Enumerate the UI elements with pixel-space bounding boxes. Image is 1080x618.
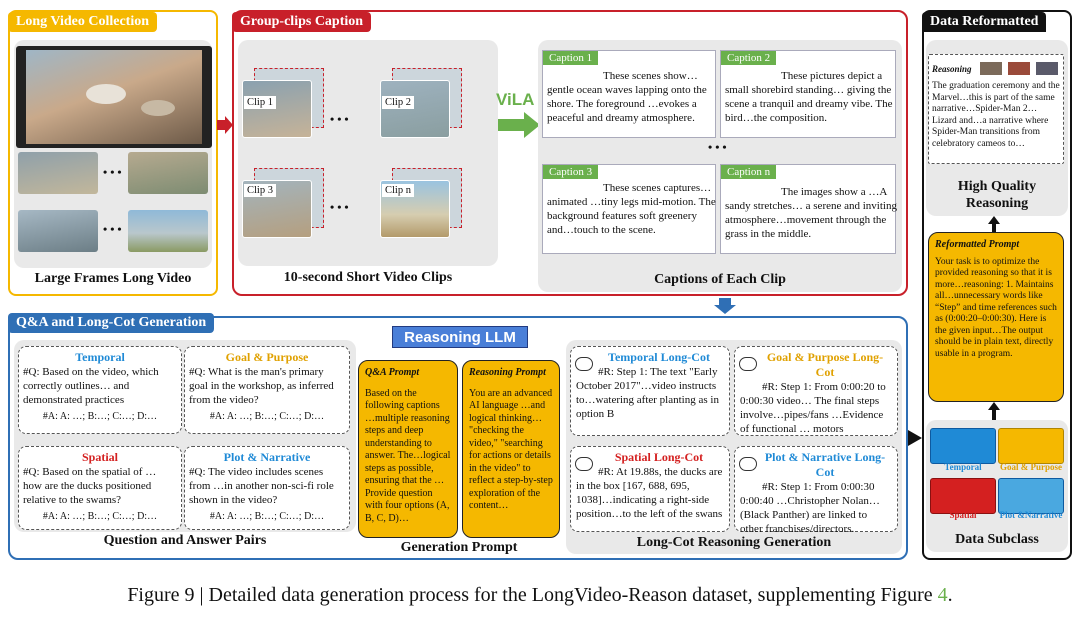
long-video-title: Long Video Collection	[8, 12, 157, 32]
qa-card-plot	[184, 446, 350, 530]
subclass-caption: Data Subclass	[955, 532, 1039, 547]
group-clips-title: Group-clips Caption	[232, 12, 371, 32]
subclass-label: Spatial	[949, 510, 977, 520]
arrow-up-icon	[988, 216, 1000, 232]
qa-answer: #A: A: …; B:…; C:…; D:…	[42, 411, 158, 422]
caption-text: These pictures depict a small shorebird standing… giving the scene a tranquil and dreamy vibe. The bird…the composition.	[725, 70, 893, 124]
figure-caption	[0, 584, 1080, 607]
qa-answer: #A: A: …; B:…; C:…; D:…	[42, 511, 158, 522]
qa-prompt-heading: Q&A Prompt	[365, 367, 420, 378]
arrow-down-icon	[714, 298, 736, 314]
reasoning-prompt-heading: Reasoning Prompt	[469, 367, 546, 378]
reasoning-prompt-text: You are an advanced AI language …and logical thinking… "checking the video," "searching for actions or details in the video" to reflect a step-by-step exploration of the content…	[469, 387, 553, 511]
clip-label: Clip 3	[244, 184, 276, 197]
cot-card-heading: Plot & Narrative Long-Cot	[764, 450, 886, 479]
qa-pairs-caption: Question and Answer Pairs	[103, 533, 267, 548]
reasoning-tag: Reasoning	[932, 64, 972, 74]
clip-label: Clip 1	[244, 96, 276, 109]
caption-text: These scenes show… gentle ocean waves lapping onto the shore. The foreground …evokes a peaceful and dreamy atmosphere.	[547, 70, 707, 124]
clip-thumb	[242, 80, 312, 138]
qa-card-heading: Spatial	[81, 450, 118, 464]
cot-text: #R: Step 1: The text "Early October 2017"…video instructs to…watering after planting as in option B	[576, 366, 719, 420]
caption-tag: Caption n	[721, 165, 776, 179]
chat-bubble-icon	[575, 357, 593, 371]
shorebird-icon	[86, 84, 126, 104]
subclass-temporal-icon	[930, 428, 996, 464]
reformatted-prompt-text: Your task is to optimize the provided reasoning so that it is more…reasoning: 1. Maintains all…unnecessary words like “Step” and time references such as (0:00:20–0:00:30). Here is the given input…The output should be in plain text, directly usable in a program.	[935, 256, 1057, 359]
reformat-title: Data Reformatted	[922, 12, 1046, 32]
captions-caption: Captions of Each Clip	[654, 272, 786, 287]
video-frame-thumb	[128, 152, 208, 194]
clip-label: Clip 2	[382, 96, 414, 109]
cot-card-heading: Spatial Long-Cot	[614, 450, 704, 464]
qa-title: Q&A and Long-Cot Generation	[8, 313, 214, 333]
cot-text: #R: Step 1: From 0:00:20 to 0:00:30 video… The final steps involve…pipes/fans …Evidence of functional … motors	[740, 381, 886, 435]
qa-answer: #A: A: …; B:…; C:…; D:…	[209, 411, 325, 422]
subclass-label: Goal & Purpose	[1000, 462, 1062, 472]
generation-prompt-caption: Generation Prompt	[400, 540, 518, 555]
reasoning-prompt-box	[462, 360, 560, 538]
figure-caption-end: .	[947, 584, 953, 606]
clip-thumb	[380, 80, 450, 138]
qa-prompt-box	[358, 360, 458, 538]
clips-ellipsis: • • •	[330, 112, 349, 126]
arrow-right-icon	[908, 430, 922, 446]
clip-label: Clip n	[382, 184, 414, 197]
cot-card-goal	[734, 346, 898, 436]
film-strip-frame	[16, 46, 212, 148]
vila-label: ViLA	[496, 90, 535, 109]
cot-card-heading: Temporal Long-Cot	[608, 350, 710, 364]
caption-tag: Caption 3	[543, 165, 598, 179]
caption-card	[542, 164, 716, 254]
video-frame-thumb	[18, 210, 98, 252]
qa-prompt-text: Based on the following captions …multiple reasoning steps and deep understanding to answer. The…logical steps as possible, ensuring that the …Provide question with four options (A, B, C, D)…	[365, 387, 451, 524]
caption-text: The images show a …A sandy stretches… a serene and inviting atmosphere…movement through the grass in the middle.	[725, 186, 897, 240]
caption-text: These scenes captures… animated …tiny legs mid-motion. The background features soft greenery and…touch to the scene.	[547, 182, 716, 236]
reformatted-prompt-heading: Reformatted Prompt	[935, 239, 1020, 250]
caption-tag: Caption 1	[543, 51, 598, 65]
captions-ellipsis: • • •	[708, 140, 727, 154]
clips-ellipsis: • • •	[330, 200, 349, 214]
caption-card	[720, 164, 896, 254]
chat-bubble-icon	[739, 457, 757, 471]
reasoning-llm-label: Reasoning LLM	[392, 326, 528, 348]
qa-question: #Q: The video includes scenes from …in another non-sci-fi role shown in the video?	[189, 466, 334, 506]
arrow-up-icon	[988, 402, 1000, 420]
frames-ellipsis: • • •	[103, 165, 122, 179]
caption-card	[720, 50, 896, 138]
frame-thumb-icon	[1036, 62, 1058, 75]
qa-card-heading: Goal & Purpose	[225, 350, 309, 364]
hq-caption: High Quality Reasoning	[957, 179, 1037, 211]
subclass-plot-icon	[998, 478, 1064, 514]
frame-thumb-icon	[980, 62, 1002, 75]
qa-answer: #A: A: …; B:…; C:…; D:…	[209, 511, 325, 522]
reformatted-prompt-box	[928, 232, 1064, 402]
qa-question: #Q: Based on the video, which correctly outlines… and demonstrated practices	[23, 366, 159, 406]
cot-card-spatial	[570, 446, 730, 532]
caption-tag: Caption 2	[721, 51, 776, 65]
qa-question: #Q: What is the man's primary goal in the workshop, as inferred from the video?	[189, 366, 334, 406]
frame-thumb-icon	[1008, 62, 1030, 75]
video-frame-thumb	[128, 210, 208, 252]
figure-caption-main: Figure 9 | Detailed data generation process for the LongVideo-Reason dataset, supplementing Figure	[127, 584, 938, 606]
chat-bubble-icon	[575, 457, 593, 471]
subclass-label: Temporal	[944, 462, 982, 472]
qa-card-temporal	[18, 346, 182, 434]
video-frame-thumb	[18, 152, 98, 194]
cot-card-temporal	[570, 346, 730, 436]
long-video-caption: Large Frames Long Video	[34, 271, 192, 286]
subclass-label: Plot &Narrative	[999, 510, 1063, 520]
long-cot-caption: Long-Cot Reasoning Generation	[636, 535, 832, 550]
clips-caption: 10-second Short Video Clips	[283, 270, 453, 285]
qa-card-goal	[184, 346, 350, 434]
shorebird-icon	[141, 100, 175, 116]
arrow-right-icon	[217, 116, 233, 134]
figure-caption-ref[interactable]: 4	[937, 584, 948, 606]
cot-card-heading: Goal & Purpose Long-Cot	[766, 350, 884, 379]
frames-ellipsis: • • •	[103, 222, 122, 236]
cot-text: #R: Step 1: From 0:00:30 0:00:40 …Christopher Nolan… (Black Panther) are linked to other franchises/directors.	[740, 481, 880, 535]
arrow-right-icon	[498, 112, 540, 138]
subclass-goal-icon	[998, 428, 1064, 464]
cot-card-plot	[734, 446, 898, 535]
qa-card-heading: Temporal	[75, 350, 125, 364]
qa-question: #Q: Based on the spatial of … how are the ducks positioned relative to the swams?	[23, 466, 157, 506]
reasoning-card	[928, 54, 1064, 164]
cot-text: #R: At 19.88s, the ducks are in the box [167, 688, 695, 1038]…indicating a right-side position…to the left of the swans	[576, 466, 723, 520]
chat-bubble-icon	[739, 357, 757, 371]
caption-card	[542, 50, 716, 138]
qa-card-heading: Plot & Narrative	[223, 450, 311, 464]
qa-card-spatial	[18, 446, 182, 530]
reasoning-text: The graduation ceremony and the Marvel…this is part of the same narrative…Spider-Man 2…Lizard and…a narrative where Spider-Man transitions from celebratory cameos to…	[932, 81, 1060, 149]
subclass-spatial-icon	[930, 478, 996, 514]
